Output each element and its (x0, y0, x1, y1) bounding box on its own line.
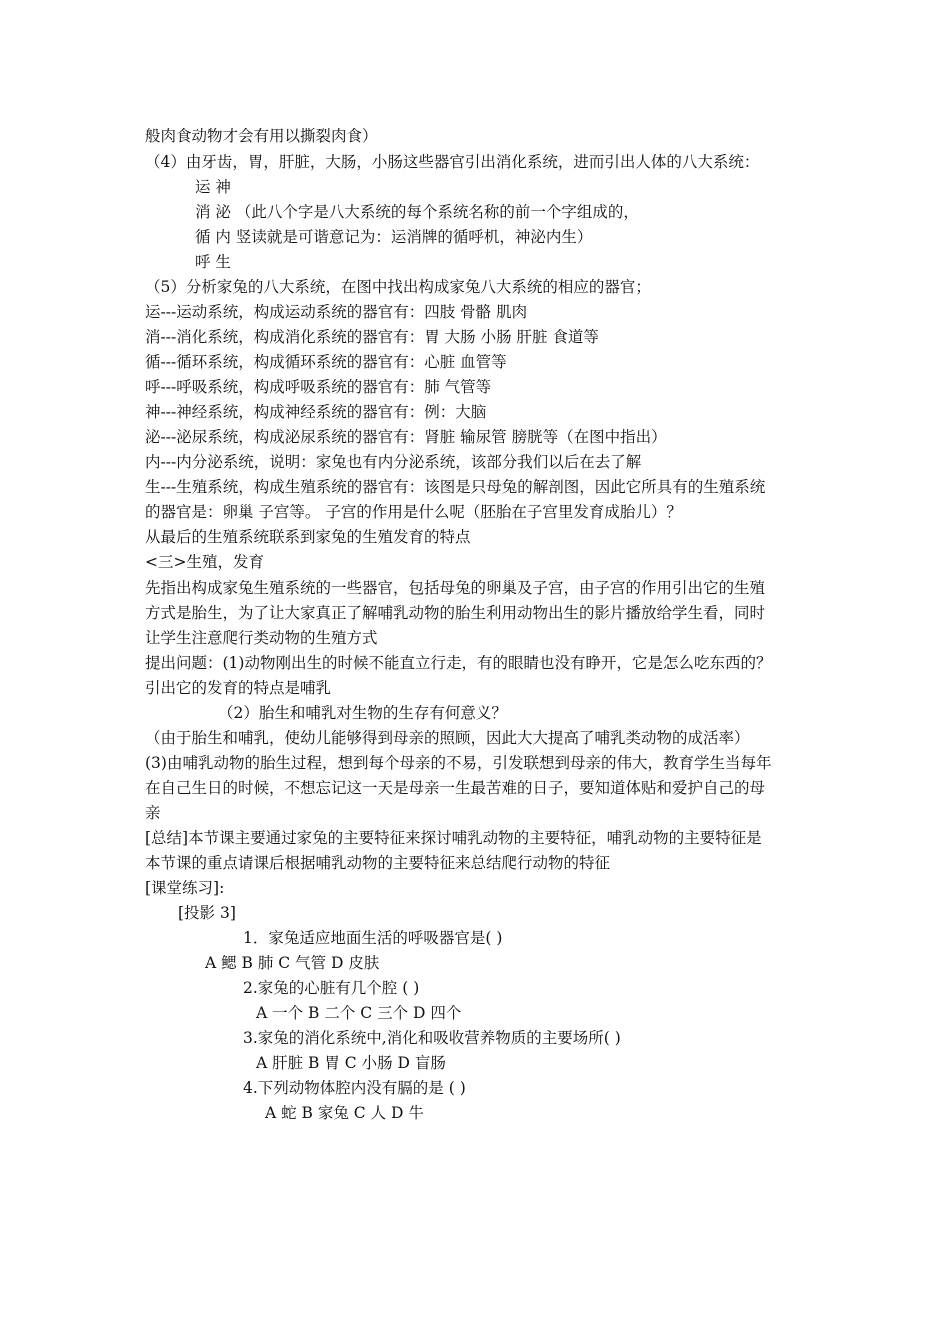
answer-options: A 一个 B 二个 C 三个 D 四个 (256, 1004, 462, 1022)
text-line: 神---神经系统，构成神经系统的器官有：例：大脑 (145, 403, 487, 421)
answer-options: A 鳃 B 肺 C 气管 D 皮肤 (205, 954, 380, 972)
text-line: 呼---呼吸系统，构成呼吸系统的器官有：肺 气管等 (145, 378, 492, 396)
text-line: 循 内 竖读就是可谐意记为：运消牌的循呼机，神泌内生） (195, 228, 593, 246)
text-line: 方式是胎生，为了让大家真正了解哺乳动物的胎生利用动物出生的影片播放给学生看，同时 (145, 604, 766, 622)
text-line: 让学生注意爬行类动物的生殖方式 (145, 629, 378, 647)
text-line: (3)由哺乳动物的胎生过程，想到每个母亲的不易，引发联想到母亲的伟大，教育学生当每年 (145, 754, 772, 772)
question-line: 1．家兔适应地面生活的呼吸器官是( ) (243, 929, 503, 947)
text-line: <三>生殖，发育 (145, 553, 264, 571)
text-line: 消 泌 （此八个字是八大系统的每个系统名称的前一个字组成的， (195, 203, 639, 221)
question-line: 2.家兔的心脏有几个腔 ( ) (243, 979, 420, 997)
text-line: （2）胎生和哺乳对生物的生存有何意义？ (218, 704, 507, 722)
question-line: 3.家兔的消化系统中,消化和吸收营养物质的主要场所( ) (243, 1029, 621, 1047)
text-line: [投影 3] (178, 904, 236, 922)
text-line: 从最后的生殖系统联系到家兔的生殖发育的特点 (145, 528, 471, 546)
text-line: 先指出构成家兔生殖系统的一些器官，包括母兔的卵巢及子宫，由子宫的作用引出它的生殖 (145, 579, 766, 597)
text-line: [总结]本节课主要通过家兔的主要特征来探讨哺乳动物的主要特征，哺乳动物的主要特征是 (145, 829, 762, 847)
text-line: 的器官是：卵巢 子宫等。 子宫的作用是什么呢（胚胎在子宫里发育成胎儿）？ (145, 503, 682, 521)
text-line: 循---循环系统，构成循环系统的器官有：心脏 血管等 (145, 353, 507, 371)
text-line: 般肉食动物才会有用以撕裂肉食） (145, 127, 378, 145)
answer-options: A 蛇 B 家兔 C 人 D 牛 (265, 1104, 424, 1122)
text-line: （5）分析家兔的八大系统，在图中找出构成家兔八大系统的相应的器官； (145, 278, 651, 296)
text-line: 内---内分泌系统，说明：家兔也有内分泌系统，该部分我们以后在去了解 (145, 453, 642, 471)
text-line: 泌---泌尿系统，构成泌尿系统的器官有：肾脏 输尿管 膀胱等（在图中指出） (145, 428, 667, 446)
text-line: 呼 生 (195, 253, 231, 271)
text-line: 引出它的发育的特点是哺乳 (145, 679, 332, 697)
text-line: 提出问题：(1)动物刚出生的时候不能直立行走，有的眼睛也没有睁开，它是怎么吃东西的？ (145, 654, 772, 672)
text-line: 在自己生日的时候，不想忘记这一天是母亲一生最苦难的日子，要知道体贴和爱护自己的母 (145, 779, 766, 797)
text-line: （4）由牙齿，胃，肝脏，大肠，小肠这些器官引出消化系统，进而引出人体的八大系统： (145, 153, 760, 171)
answer-options: A 肝脏 B 胃 C 小肠 D 盲肠 (256, 1054, 446, 1072)
text-line: 生---生殖系统，构成生殖系统的器官有：该图是只母兔的解剖图，因此它所具有的生殖系统 (145, 478, 766, 496)
text-line: 消---消化系统，构成消化系统的器官有：胃 大肠 小肠 肝脏 食道等 (145, 328, 599, 346)
text-line: 亲 (145, 804, 161, 822)
text-line: 运 神 (195, 178, 231, 196)
text-line: 本节课的重点请课后根据哺乳动物的主要特征来总结爬行动物的特征 (145, 854, 611, 872)
text-line: [课堂练习]: (145, 879, 225, 897)
question-line: 4.下列动物体腔内没有膈的是 ( ) (243, 1079, 466, 1097)
text-line: 运---运动系统，构成运动系统的器官有：四肢 骨骼 肌肉 (145, 303, 528, 321)
text-line: （由于胎生和哺乳，使幼儿能够得到母亲的照顾，因此大大提高了哺乳类动物的成活率） (145, 729, 750, 747)
